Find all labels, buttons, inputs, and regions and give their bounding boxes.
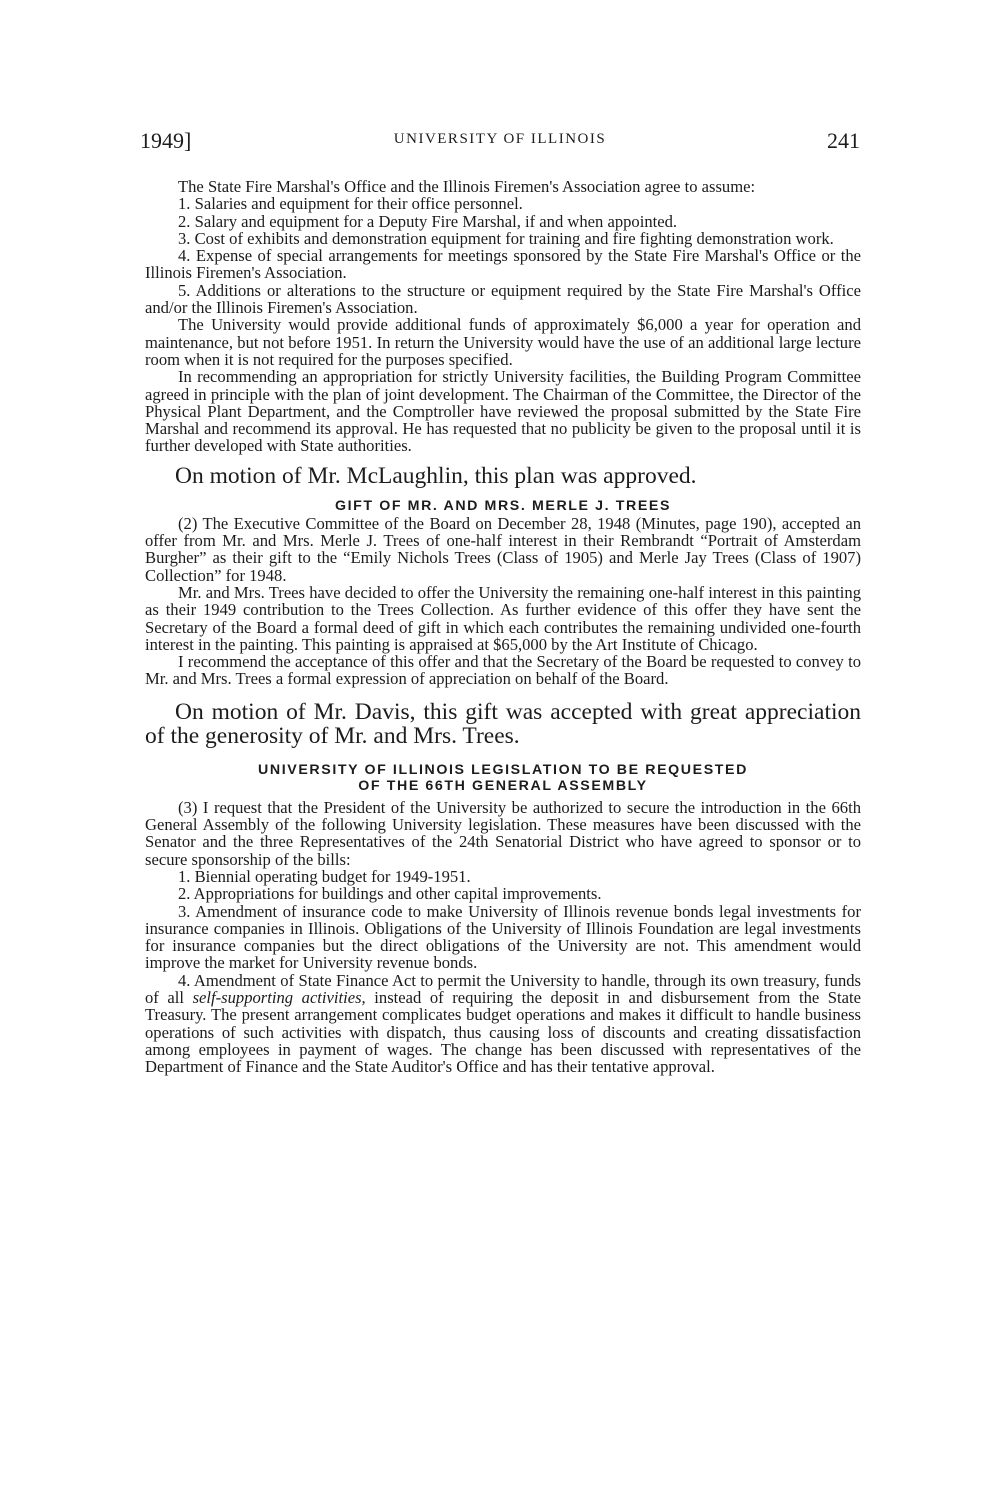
legislation-intro-paragraph: (3) I request that the President of the University be authorized to secure the introduction in the 66th General Assembly of the following University legislation. These measures have been discussed with the Senator and the three Representatives of the 24th Senatorial District who have agreed to sponsor or to secure sponsorship of the bills: xyxy=(145,797,861,869)
motion-mclaughlin: On motion of Mr. McLaughlin, this plan was approved. xyxy=(175,462,697,489)
header-year: 1949] xyxy=(140,128,192,153)
list-item: 1. Salaries and equipment for their office personnel. xyxy=(178,194,523,214)
header-title: UNIVERSITY OF ILLINOIS xyxy=(393,131,607,147)
page-number: 241 xyxy=(827,128,860,153)
building-committee-paragraph: In recommending an appropriation for strictly University facilities, the Building Program Committee agreed in principle with the plan of joint development. The Chairman of the Committee, the Director of the Physical Plant Department, and the Comptroller have reviewed the proposal submitted by the State Fire Marshal and recommend its approval. He has requested that no publicity be given to the proposal until it is further developed with State authorities. xyxy=(145,367,861,456)
trees-gift-paragraph-2: Mr. and Mrs. Trees have decided to offer the University the remaining one-half interest in this painting as their 1949 contribution to the Trees Collection. As further evidence of this offer they have sent the Secretary of the Board a formal deed of gift in which each contributes the remaining undivided one-fourth interest in the painting. This painting is appraised at $65,000 by the Art Institute of Chicago. xyxy=(145,582,861,654)
list-item: 1. Biennial operating budget for 1949-1951. xyxy=(178,866,471,886)
list-item-text: 4. Amendment of State Finance Act to permit the University to handle, through its own treasury, funds of all xyxy=(145,970,861,1007)
section-heading-legislation-line2: OF THE 66TH GENERAL ASSEMBLY xyxy=(358,777,648,794)
running-header xyxy=(140,128,860,158)
list-item: 5. Additions or alterations to the structure or equipment required by the State Fire Marshal's Office and/or the Illinois Firemen's Association. xyxy=(145,280,861,318)
list-item-text: instead of requiring the deposit in and disbursement from the State Treasury. The present arrangement complicates budget operations and makes it difficult to handle business operations of such activities with dispatch, thus causing loss of discounts and creating dissatisfaction among employees in payment of wages. The change has been discussed with representatives of the Department of Finance and the State Auditor's Office and has their tentative approval. xyxy=(145,987,861,1077)
list-item: 2. Appropriations for buildings and other capital improvements. xyxy=(178,884,602,904)
list-item: 3. Amendment of insurance code to make University of Illinois revenue bonds legal investments for insurance companies in Illinois. Obligations of the University of Illinois Foundation are legal investments for insurance companies but the direct obligations of the University are not. This amendment would improve the market for University revenue bonds. xyxy=(145,901,861,973)
page-body xyxy=(145,178,861,1075)
university-funds-paragraph: The University would provide additional funds of approximately $6,000 a year for operation and maintenance, but not before 1951. In return the University would have the use of an additional large lecture room when it is not required for the purposes specified. xyxy=(145,315,861,369)
italic-phrase: self-supporting activities, xyxy=(192,987,366,1007)
trees-gift-paragraph-3: I recommend the acceptance of this offer and that the Secretary of the Board be requested to convey to Mr. and Mrs. Trees a formal expression of appreciation on behalf of the Board. xyxy=(145,652,861,689)
list-item: 2. Salary and equipment for a Deputy Fire Marshal, if and when appointed. xyxy=(178,211,678,231)
trees-gift-paragraph-1: (2) The Executive Committee of the Board on December 28, 1948 (Minutes, page 190), accepted an offer from Mr. and Mrs. Merle J. Trees of one-half interest in their Rembrandt “Portrait of Amsterdam Burgher” as their gift to the “Emily Nichols Trees (Class of 1905) and Merle Jay Trees (Class of 1907) Collection” for 1948. xyxy=(145,513,861,585)
section-heading-legislation-line1: UNIVERSITY OF ILLINOIS LEGISLATION TO BE REQUESTED xyxy=(258,761,748,778)
fire-marshal-intro: The State Fire Marshal's Office and the Illinois Firemen's Association agree to assume: xyxy=(178,177,756,196)
list-item: 4. Expense of special arrangements for meetings sponsored by the State Fire Marshal's Office or the Illinois Firemen's Association. xyxy=(145,246,861,283)
list-item xyxy=(145,972,861,1076)
motion-davis: On motion of Mr. Davis, this gift was accepted with great appreciation of the generosity of Mr. and Mrs. Trees. xyxy=(145,698,861,749)
section-heading-trees-gift: GIFT OF MR. AND MRS. MERLE J. TREES xyxy=(334,497,672,514)
list-item: 3. Cost of exhibits and demonstration equipment for training and fire fighting demonstration work. xyxy=(178,228,834,248)
